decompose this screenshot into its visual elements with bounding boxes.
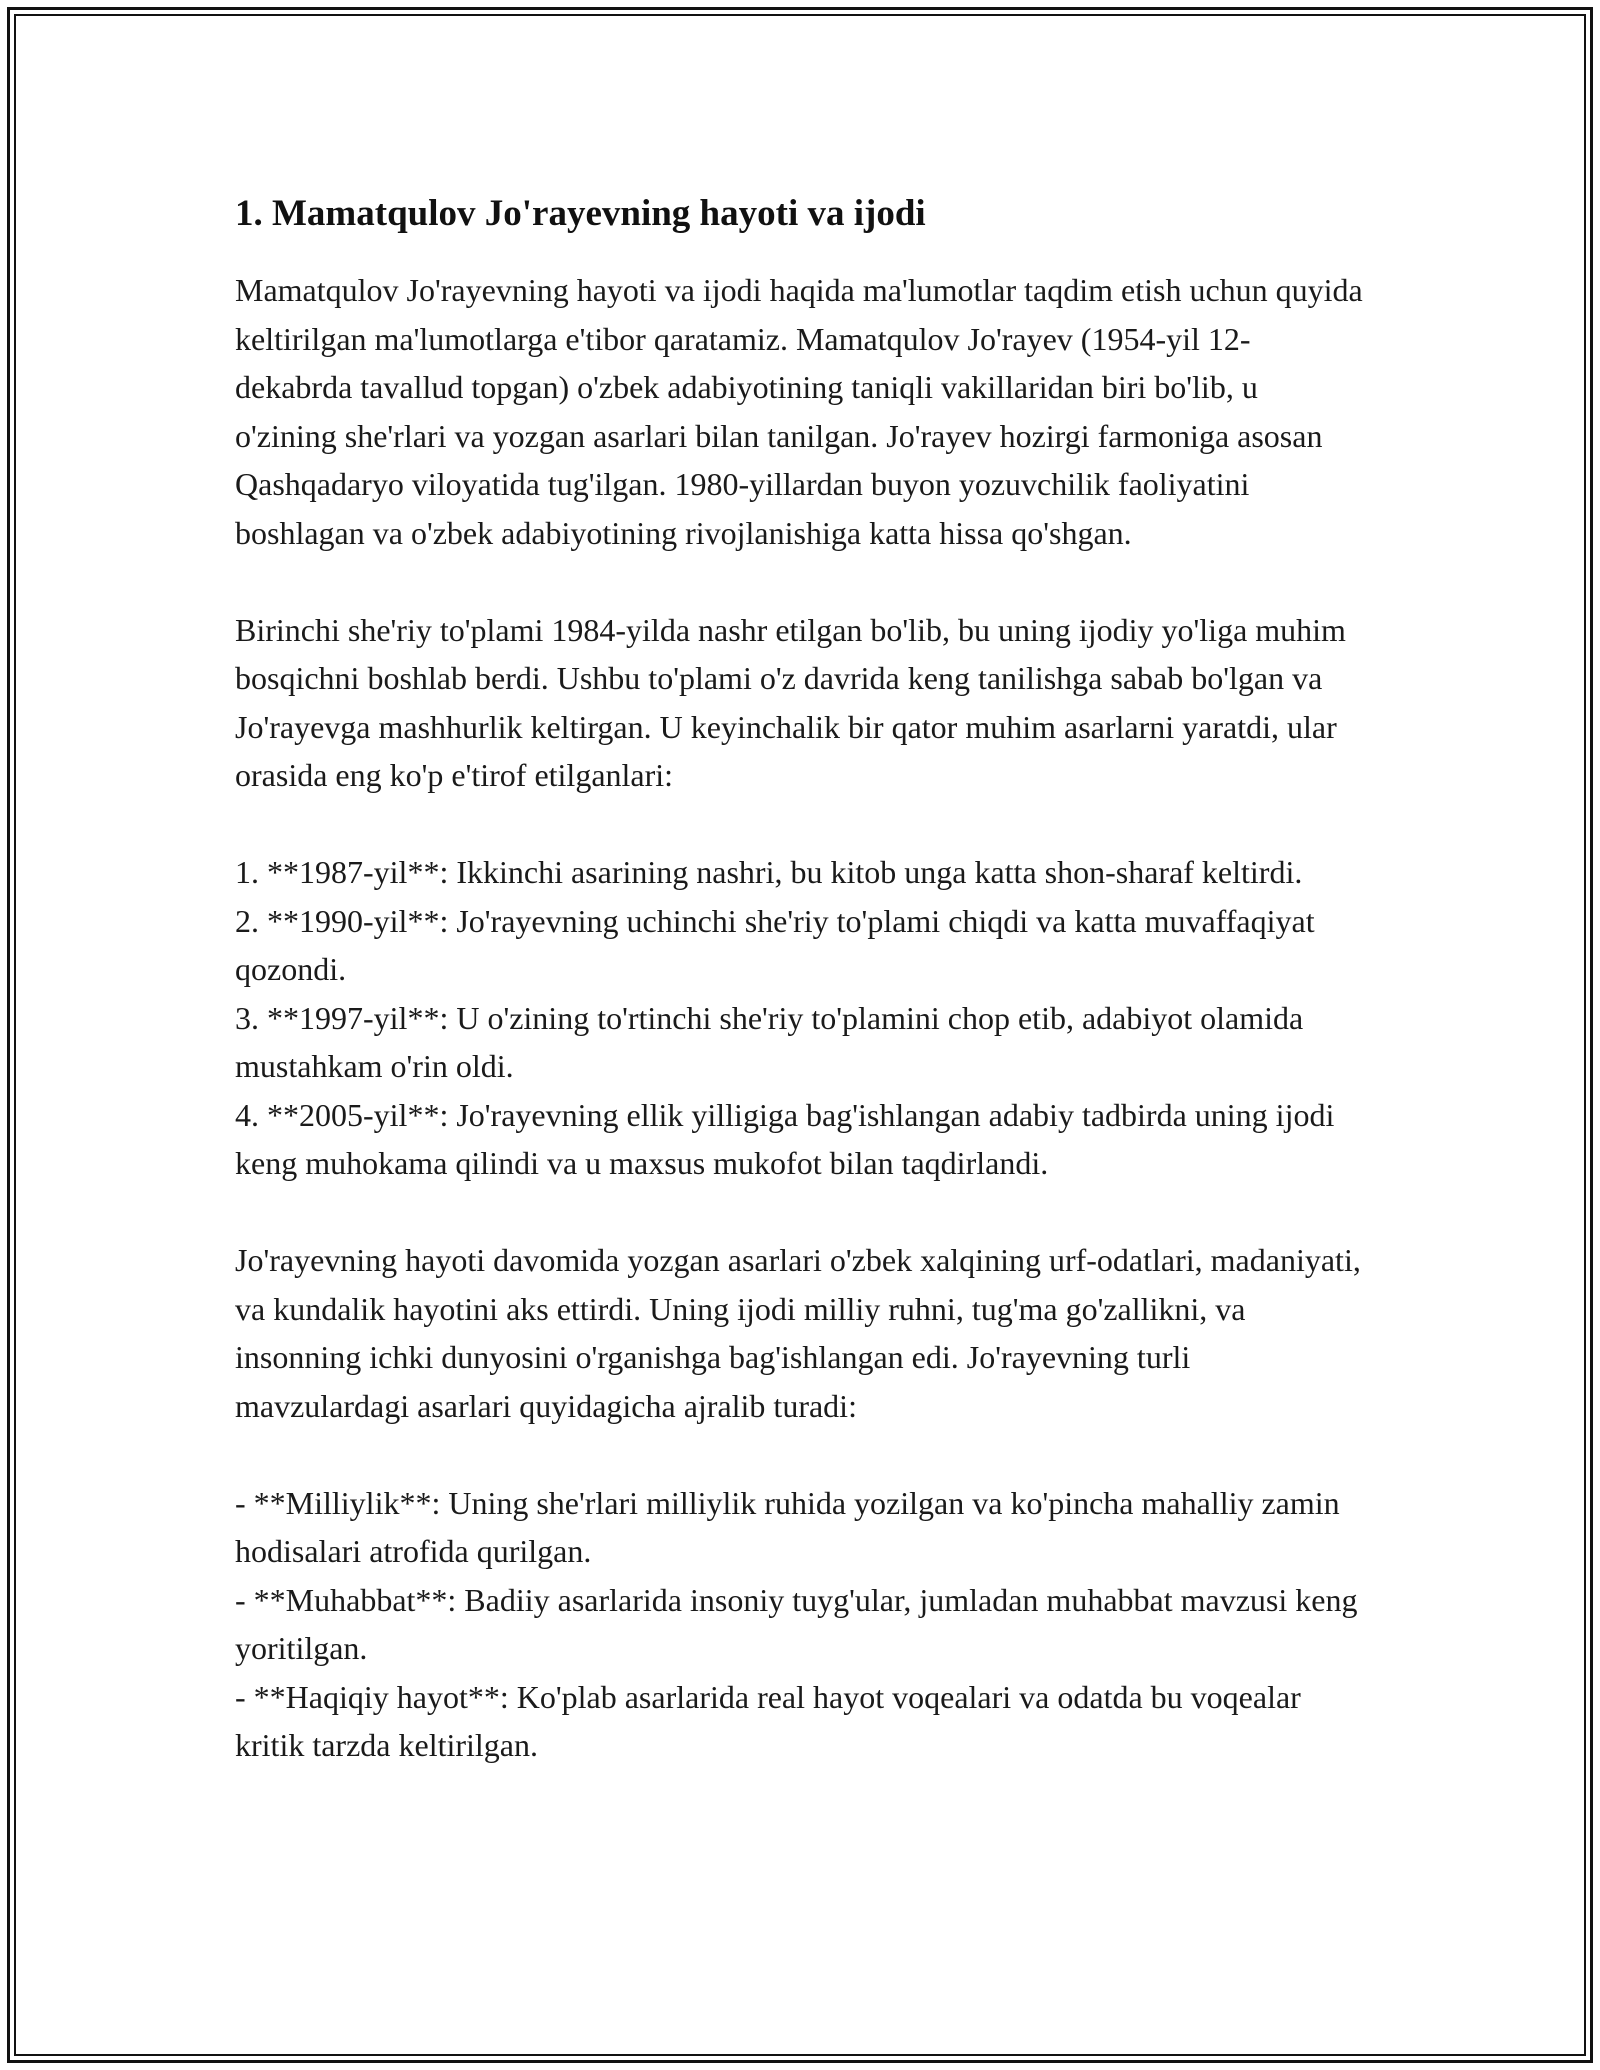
milestone-item-1987: 1. **1987-yil**: Ikkinchi asarining nashri, bu kitob unga katta shon-sharaf keltirdi.	[235, 854, 1303, 890]
paragraph-spacer	[235, 800, 1365, 849]
intro-paragraph: Mamatqulov Jo'rayevning hayoti va ijodi haqida ma'lumotlar taqdim etish uchun quyida keltirilgan ma'lumotlarga e'tibor qaratamiz. Mamatqulov Jo'rayev (1954-yil 12-dekabrda tavallud topgan) o'zbek adabiyotining taniqli vakillaridan biri bo'lib, u o'zining she'rlari va yozgan asarlari bilan tanilgan. Jo'rayev hozirgi farmoniga asosan Qashqadaryo viloyatida tug'ilgan. 1980-yillardan buyon yozuvchilik faoliyatini boshlagan va o'zbek adabiyotining rivojlanishiga katta hissa qo'shgan.	[235, 272, 1363, 551]
milestones-list	[235, 848, 1365, 1188]
milestone-item-1990: 2. **1990-yil**: Jo'rayevning uchinchi she'riy to'plami chiqdi va katta muvaffaqiyat qozondi.	[235, 902, 1315, 987]
theme-item-haqiqiy-hayot: - **Haqiqiy hayot**: Ko'plab asarlarida real hayot voqealari va odatda bu voqealar kritik tarzda keltirilgan.	[235, 1678, 1301, 1763]
first-collection-paragraph: Birinchi she'riy to'plami 1984-yilda nashr etilgan bo'lib, bu uning ijodiy yo'liga muhim bosqichni boshlab berdi. Ushbu to'plami o'z davrida keng tanilishga sabab bo'lgan va Jo'rayevga mashhurlik keltirgan. U keyinchalik bir qator muhim asarlarni yaratdi, ular orasida eng ko'p e'tirof etilganlari:	[235, 611, 1346, 793]
themes-list	[235, 1479, 1365, 1770]
document-page	[235, 188, 1365, 1770]
themes-intro-paragraph: Jo'rayevning hayoti davomida yozgan asarlari o'zbek xalqining urf-odatlari, madaniyati, va kundalik hayotini aks ettirdi. Uning ijodi milliy ruhni, tug'ma go'zallikni, va insonning ichki dunyosini o'rganishga bag'ishlangan edi. Jo'rayevning turli mavzulardagi asarlari quyidagicha ajralib turadi:	[235, 1242, 1361, 1424]
paragraph-spacer	[235, 557, 1365, 606]
theme-item-muhabbat: - **Muhabbat**: Badiiy asarlarida insoniy tuyg'ular, jumladan muhabbat mavzusi keng yoritilgan.	[235, 1581, 1358, 1666]
section-heading: 1. Mamatqulov Jo'rayevning hayoti va ijodi	[235, 193, 926, 234]
document-body	[235, 266, 1365, 1770]
milestone-item-1997: 3. **1997-yil**: U o'zining to'rtinchi she'riy to'plamini chop etib, adabiyot olamida mustahkam o'rin oldi.	[235, 999, 1304, 1084]
theme-item-milliylik: - **Milliylik**: Uning she'rlari milliylik ruhida yozilgan va ko'pincha mahalliy zamin hodisalari atrofida qurilgan.	[235, 1484, 1340, 1569]
milestone-item-2005: 4. **2005-yil**: Jo'rayevning ellik yilligiga bag'ishlangan adabiy tadbirda uning ijodi keng muhokama qilindi va u maxsus mukofot bilan taqdirlandi.	[235, 1096, 1335, 1181]
paragraph-spacer	[235, 1188, 1365, 1237]
paragraph-spacer	[235, 1430, 1365, 1479]
